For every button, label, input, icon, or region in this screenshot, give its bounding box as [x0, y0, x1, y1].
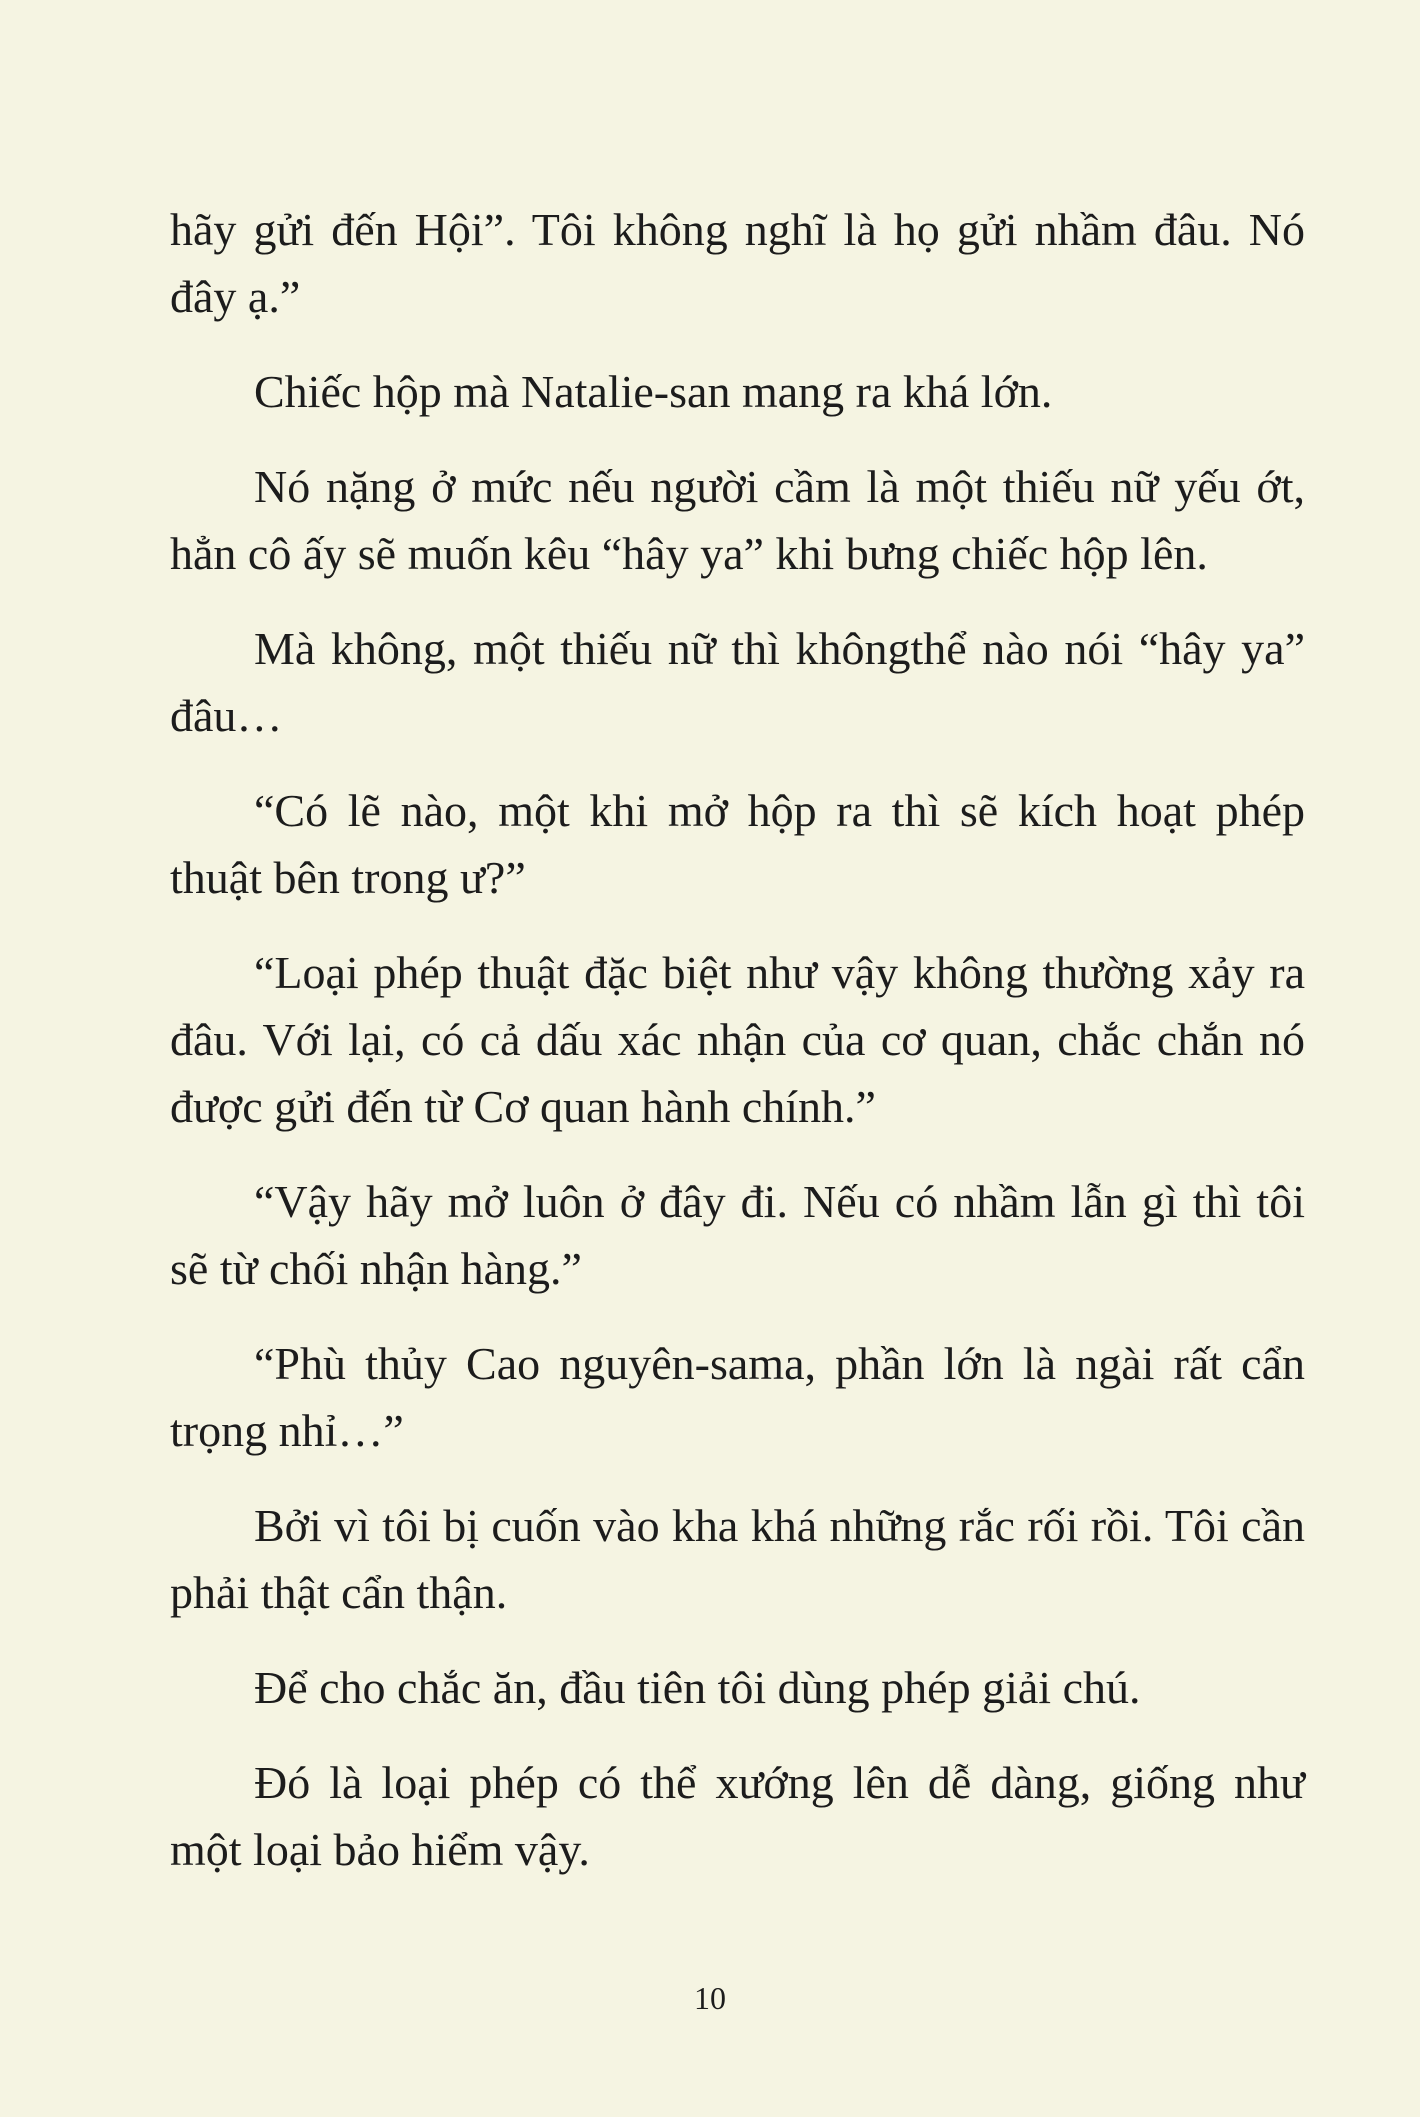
paragraph-4: Mà không, một thiếu nữ thì khôngthể nào nói “hây ya” đâu… [170, 623, 1305, 741]
page-number: 10 [694, 1980, 726, 2016]
body-text [170, 196, 1305, 1911]
paragraph-2: Chiếc hộp mà Natalie-san mang ra khá lớn. [254, 366, 1053, 417]
paragraph-9: Bởi vì tôi bị cuốn vào kha khá những rắc rối rồi. Tôi cần phải thật cẩn thận. [170, 1500, 1305, 1618]
paragraph-7: “Vậy hãy mở luôn ở đây đi. Nếu có nhầm lẫn gì thì tôi sẽ từ chối nhận hàng.” [170, 1176, 1305, 1294]
paragraph-6: “Loại phép thuật đặc biệt như vậy không thường xảy ra đâu. Với lại, có cả dấu xác nhận của cơ quan, chắc chắn nó được gửi đến từ Cơ quan hành chính.” [170, 947, 1305, 1132]
paragraph-10: Để cho chắc ăn, đầu tiên tôi dùng phép giải chú. [254, 1662, 1141, 1713]
paragraph-11: Đó là loại phép có thể xướng lên dễ dàng, giống như một loại bảo hiểm vậy. [170, 1757, 1305, 1875]
paragraph-3: Nó nặng ở mức nếu người cầm là một thiếu nữ yếu ớt, hẳn cô ấy sẽ muốn kêu “hây ya” khi bưng chiếc hộp lên. [170, 461, 1305, 579]
paragraph-1: hãy gửi đến Hội”. Tôi không nghĩ là họ gửi nhầm đâu. Nó đây ạ.” [170, 204, 1305, 322]
paragraph-5: “Có lẽ nào, một khi mở hộp ra thì sẽ kích hoạt phép thuật bên trong ư?” [170, 785, 1305, 903]
paragraph-8: “Phù thủy Cao nguyên-sama, phần lớn là ngài rất cẩn trọng nhỉ…” [170, 1338, 1305, 1456]
